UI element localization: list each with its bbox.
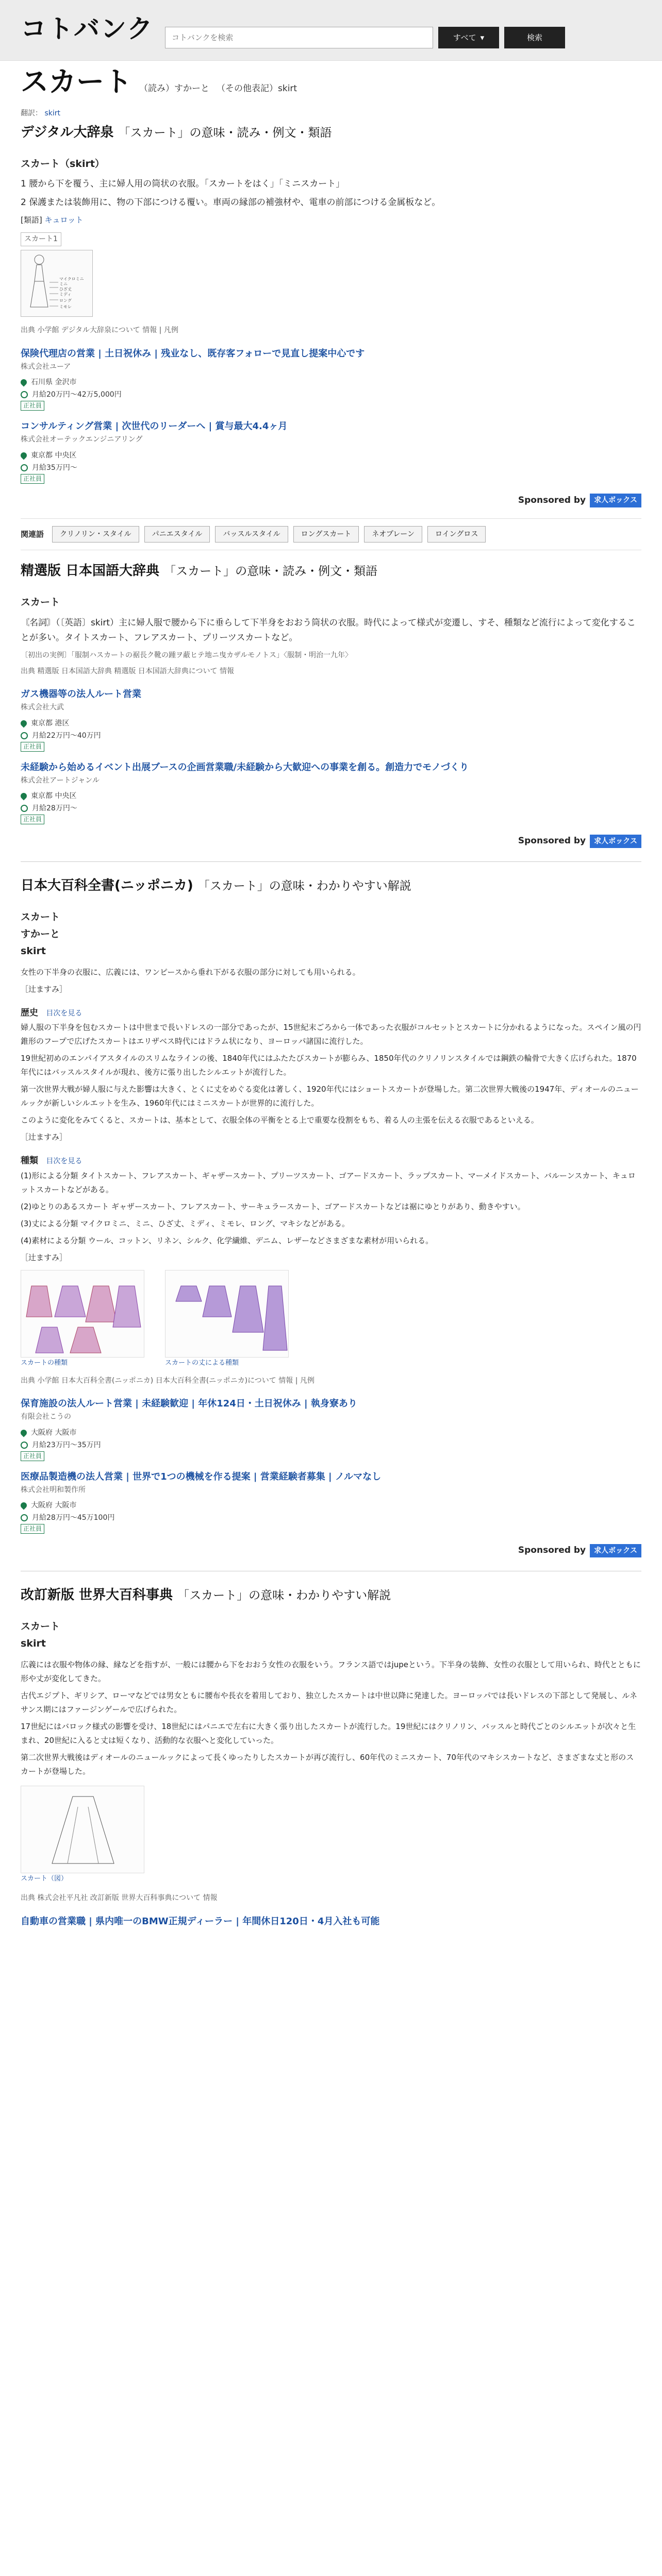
ad-company: 株式会社大武	[21, 703, 64, 711]
definition: 〘名詞〙（〔英語〕skirt）主に婦人服で腰から下に垂らして下半身をおおう筒状の衣服。時代によって様式が変遷し、すそ、種類など流行によって変化することが多い。タイトスカート、フレアスカート、プリーツスカートなど。	[21, 617, 636, 643]
location-icon	[20, 1428, 28, 1437]
author: ［辻ますみ］	[21, 1132, 68, 1142]
toc-link[interactable]: 目次を見る	[46, 1009, 82, 1018]
ad-location-text: 東京都 中央区	[31, 451, 77, 460]
sponsor-line[interactable]	[21, 493, 641, 509]
dict-name: 改訂新版 世界大百科事典	[21, 1587, 173, 1603]
img-tag: ひざ丈	[59, 287, 72, 292]
img-tag: ロング	[59, 298, 72, 303]
job-ad[interactable]	[21, 347, 641, 411]
ad-pay	[21, 462, 641, 474]
body-paragraph: 第二次世界大戦後はディオールのニュールックによって長くゆったりしたスカートが再び流行し、60年代のミニスカート、70年代のマキシスカートなど、さまざまな丈と形のスカートが登場した。	[21, 1752, 634, 1776]
category-select-label: すべて	[453, 32, 476, 42]
related-label: [類語]	[21, 215, 42, 225]
ad-title[interactable]: ガス機器等の法人ルート営業	[21, 689, 141, 700]
body-paragraph: 古代エジプト、ギリシア、ローマなどでは男女ともに腰布や長衣を着用しており、独立したスカートは中世以降に発達した。ヨーロッパでは長いドレスの下部として発展し、ルネサンス期にはファージンゲールで広げられた。	[21, 1690, 637, 1714]
sponsor-line[interactable]	[21, 1543, 641, 1558]
entry-heading: スカート（skirt）	[21, 158, 105, 170]
page-alt-reading: （その他表記）skirt	[217, 83, 297, 94]
img-tag: ミモレ	[59, 304, 72, 309]
skirt-lengths-icon	[166, 1270, 289, 1358]
types-paragraph: (1)形による分類 タイトスカート、フレアスカート、ギャザースカート、プリーツスカート、ゴアードスカート、ラップスカート、マーメイドスカート、バルーンスカート、キュロットスカートなどがある。	[21, 1171, 636, 1194]
related-tag[interactable]: クリノリン・スタイル	[52, 526, 139, 543]
ad-company: 有限会社こうの	[21, 1413, 71, 1421]
translate-link[interactable]: skirt	[44, 109, 60, 117]
search-area	[165, 27, 565, 48]
ad-employment	[21, 401, 641, 411]
related-line	[21, 213, 641, 227]
heibon-section	[21, 1571, 641, 1928]
sponsor-brand: 求人ボックス	[590, 835, 641, 849]
body-paragraph: 広義には衣服や物体の縁、縁などを指すが、一般には腰から下をおおう女性の衣服をいう。フランス語ではjupeという。下半身の装飾、女性の衣服として用いられ、時代とともに形や丈が変化してきた。	[21, 1659, 641, 1683]
employment-badge: 正社員	[21, 742, 44, 752]
ad-pay-text: 月給35万円〜	[32, 463, 77, 472]
ad-company: 株式会社オーテックエンジニアリング	[21, 435, 143, 444]
yen-icon	[21, 805, 28, 812]
employment-badge: 正社員	[21, 1451, 44, 1461]
related-tag[interactable]: ロイングロス	[427, 526, 486, 543]
location-icon	[20, 792, 28, 801]
job-ad[interactable]	[21, 1470, 641, 1534]
figure-caption[interactable]: スカート（図）	[21, 1874, 68, 1883]
img-tag: ミニ	[59, 282, 68, 286]
ad-title[interactable]: 未経験から始めるイベント出展ブースの企画営業職/未経験から大歓迎への事業を創る。創造力でモノづくり	[21, 761, 469, 773]
dict-heading-digital	[21, 122, 641, 143]
ad-pay-text: 月給22万円〜40万円	[32, 731, 101, 740]
ad-pay-text: 月給28万円〜	[32, 804, 77, 812]
nipponica-section	[21, 861, 641, 1558]
related-tag[interactable]: ネオプレーン	[364, 526, 422, 543]
ad-title[interactable]: 医療品製造機の法人営業 | 世界で1つの機械を作る提案 | 営業経験者募集 | ノルマなし	[21, 1471, 382, 1482]
ad-pay	[21, 1439, 641, 1451]
definition-1: 1 腰から下を覆う、主に婦人用の筒状の衣服。「スカートをはく」「ミニスカート」	[21, 178, 345, 189]
skirt-figure-icon	[21, 250, 93, 317]
top-bar	[0, 0, 662, 61]
ad-location	[21, 790, 641, 802]
definition-2: 2 保護または装飾用に、物の下部につける覆い。車両の縁部の補強材や、電車の前部につける金属板など。	[21, 197, 441, 208]
body-paragraph: 17世紀にはバロック様式の影響を受け、18世紀にはパニエで左右に大きく張り出したスカートが流行した。19世紀にはクリノリン、バッスルと時代ごとのシルエットが次々と生まれ、20世紀に入ると丈は短くなり、活動的な衣服へと変化していった。	[21, 1721, 636, 1745]
location-icon	[20, 719, 28, 727]
img-tag: ミディ	[59, 292, 72, 297]
image-label: スカート1	[21, 232, 61, 246]
job-ad[interactable]	[21, 688, 641, 752]
entry-heading: スカート	[21, 1621, 60, 1632]
types-label: 種類	[21, 1156, 38, 1166]
ad-company: 株式会社アートジャンル	[21, 776, 100, 785]
sponsor-label: Sponsored by	[518, 836, 586, 846]
dict-subtitle: 「スカート」の意味・読み・例文・類語	[118, 126, 332, 140]
types-paragraph: (4)素材による分類 ウール、コットン、リネン、シルク、化学繊維、デニム、レザーなどさまざまな素材が用いられる。	[21, 1236, 434, 1245]
figure[interactable]	[21, 1270, 144, 1369]
source-line: 出典 小学館 デジタル大辞泉について 情報 | 凡例	[21, 326, 178, 334]
employment-badge: 正社員	[21, 1524, 44, 1534]
ad-employment	[21, 474, 641, 484]
sponsor-brand: 求人ボックス	[590, 1544, 641, 1558]
dict-heading-nikkoku	[21, 561, 641, 582]
entry-heading-en: skirt	[21, 1638, 46, 1650]
skirt-types-figure	[21, 1270, 144, 1358]
ad-company: 株式会社明和製作所	[21, 1485, 86, 1494]
types-heading	[21, 1154, 641, 1169]
category-select[interactable]	[438, 27, 499, 48]
figure[interactable]	[21, 1786, 641, 1885]
ad-location	[21, 376, 641, 388]
ad-location	[21, 1427, 641, 1439]
history-heading	[21, 1006, 641, 1021]
ad-pay-text: 月給20万円〜42万5,000円	[32, 391, 122, 399]
ad-employment	[21, 1451, 641, 1461]
ad-location-text: 大阪府 大阪市	[31, 1501, 77, 1510]
example: 〔初出の実例〕「服制ハスカートの裾長ク靴の踵ヲ蔽ヒテ地ニ曳カザルモノトス」〈服制・明治一九年〉	[21, 651, 353, 659]
ad-list-2	[21, 688, 641, 824]
history-paragraph: 19世紀初めのエンパイアスタイルのスリムなラインの後、1840年代にはふたたびスカートが膨らみ、1850年代のクリノリンスタイルでは鋼鉄の輪骨で大きく広げられた。1870年代にはバッスルスタイルが現れ、後方に張り出したシルエットが流行した。	[21, 1054, 637, 1077]
history-paragraph: 第一次世界大戦が婦人服に与えた影響は大きく、とくに丈をめぐる変化は著しく、1920年代にはショートスカートが登場した。第二次世界大戦後の1947年、ディオールのニュールックが新しいシルエットを生み、1960年代にはミニスカートが世界的に流行した。	[21, 1084, 639, 1108]
translate-line	[21, 107, 641, 120]
ad-location	[21, 717, 641, 730]
job-ad[interactable]	[21, 420, 641, 484]
ad-pay-text: 月給28万円〜45万100円	[32, 1514, 115, 1522]
chevron-down-icon: ▾	[480, 32, 485, 42]
employment-badge: 正社員	[21, 474, 44, 484]
types-paragraph: (2)ゆとりのあるスカート ギャザースカート、フレアスカート、サーキュラースカート、ゴアードスカートなどは裾にゆとりがあり、動きやすい。	[21, 1202, 525, 1211]
ad-pay	[21, 1512, 641, 1524]
sponsor-line[interactable]	[21, 834, 641, 849]
dict-subtitle: 「スカート」の意味・読み・例文・類語	[164, 565, 378, 579]
ad-location-text: 東京都 港区	[31, 719, 70, 727]
ad-pay-text: 月給23万円〜35万円	[32, 1440, 101, 1449]
ad-list-3	[21, 1397, 641, 1534]
ad-employment	[21, 1524, 641, 1534]
author: ［辻ますみ］	[21, 984, 68, 994]
location-icon	[20, 1501, 28, 1510]
job-ad[interactable]	[21, 1915, 641, 1928]
page-title: スカート	[21, 65, 132, 98]
employment-badge: 正社員	[21, 401, 44, 411]
skirt-drawing-icon	[21, 1786, 145, 1874]
author: ［辻ますみ］	[21, 1253, 68, 1262]
skirt-types-icon	[21, 1270, 145, 1358]
dict-subtitle: 「スカート」の意味・わかりやすい解説	[197, 879, 411, 893]
dict-heading-heibon	[21, 1585, 641, 1606]
entry-heading-en: skirt	[21, 945, 46, 957]
yen-icon	[21, 464, 28, 471]
figures	[21, 1270, 641, 1369]
ad-location	[21, 1499, 641, 1512]
source-line: 出典 株式会社平凡社 改訂新版 世界大百科事典について 情報	[21, 1894, 218, 1903]
ad-title[interactable]: 保険代理店の営業 | 土日祝休み | 残业なし、既存客フォローで見直し提案中心です	[21, 348, 365, 359]
img-tag: マイクロミニ	[59, 277, 84, 281]
ad-title[interactable]: 自動車の営業職 | 県内唯一のBMW正規ディーラー | 年間休日120日・4月入社も可能	[21, 1916, 380, 1927]
ad-employment	[21, 742, 641, 752]
ad-location-text: 東京都 中央区	[31, 792, 77, 800]
yen-icon	[21, 1514, 28, 1521]
related-tags	[21, 518, 641, 550]
figure[interactable]	[165, 1270, 289, 1369]
search-input[interactable]	[165, 27, 433, 48]
yen-icon	[21, 391, 28, 398]
yen-icon	[21, 1442, 28, 1449]
related-tag[interactable]: ロングスカート	[293, 526, 359, 543]
sponsor-label: Sponsored by	[518, 1545, 586, 1556]
translate-label: 翻訳：	[21, 109, 42, 117]
source-line: 出典 精選版 日本国語大辞典 精選版 日本国語大辞典について 情報	[21, 667, 234, 675]
sponsor-brand: 求人ボックス	[590, 494, 641, 507]
ad-employment	[21, 815, 641, 824]
dict-name: 日本大百科全書(ニッポニカ)	[21, 877, 193, 893]
history-label: 歴史	[21, 1007, 38, 1018]
employment-badge: 正社員	[21, 815, 44, 824]
yen-icon	[21, 732, 28, 739]
toc-link[interactable]: 目次を見る	[46, 1157, 82, 1166]
ad-location	[21, 449, 641, 462]
ad-list-1	[21, 347, 641, 484]
location-icon	[20, 378, 28, 387]
job-ad[interactable]	[21, 1397, 641, 1461]
related-tag[interactable]: バッスルスタイル	[215, 526, 288, 543]
ad-company: 株式会社ユーア	[21, 362, 71, 371]
title-bar	[0, 61, 662, 107]
ad-title[interactable]: 保育施設の法人ルート営業 | 未経験歓迎 | 年休124日・土日祝休み | 執身寮あり	[21, 1398, 357, 1410]
job-ad[interactable]	[21, 761, 641, 825]
related-link[interactable]: キュロット	[44, 215, 84, 225]
ad-pay	[21, 388, 641, 401]
source-line: 出典 小学館 日本大百科全書(ニッポニカ) 日本大百科全書(ニッポニカ)について 情報 | 凡例	[21, 1376, 315, 1385]
related-tag[interactable]: パニエスタイル	[144, 526, 210, 543]
ad-pay	[21, 730, 641, 742]
ad-location-text: 石川県 金沢市	[31, 378, 77, 386]
skirt-lengths-figure	[165, 1270, 289, 1358]
related-tags-label: 関連語	[21, 530, 44, 539]
lead: 女性の下半身の衣服に、広義には、ワンピースから垂れ下がる衣服の部分に対しても用いられる。	[21, 967, 360, 977]
entry-heading: スカート	[21, 911, 60, 923]
ad-title[interactable]: コンサルティング営業 | 次世代のリーダーへ | 賞与最大4.4ヶ月	[21, 421, 288, 432]
ad-pay	[21, 802, 641, 815]
types-paragraph: (3)丈による分類 マイクロミニ、ミニ、ひざ丈、ミディ、ミモレ、ロング、マキシなどがある。	[21, 1219, 350, 1228]
dict-subtitle: 「スカート」の意味・わかりやすい解説	[177, 1589, 391, 1602]
dict-heading-nipponica	[21, 875, 641, 896]
skirt-length-illustration[interactable]	[21, 250, 93, 317]
site-logo[interactable]: コトバンク	[21, 13, 154, 44]
sponsor-label: Sponsored by	[518, 495, 586, 505]
location-icon	[20, 451, 28, 460]
ad-location-text: 大阪府 大阪市	[31, 1428, 77, 1437]
main-content	[0, 107, 662, 1928]
history-paragraph: 婦人服の下半身を包むスカートは中世まで長いドレスの一部分であったが、15世紀末ごろから一体であった衣服がコルセットとスカートに分かれるようになった。スペイン風の円錐形のフープで広げたスカートはエリザベス時代にはドラム状になり、ヨーロッパ諸国に流行した。	[21, 1023, 641, 1046]
page-reading: （読み）すかーと	[139, 83, 209, 94]
entry-heading-kana: すかーと	[21, 928, 60, 940]
entry-heading: スカート	[21, 597, 60, 608]
search-button[interactable]: 検索	[504, 27, 565, 48]
dict-name: デジタル大辞泉	[21, 124, 114, 140]
dict-name: 精選版 日本国語大辞典	[21, 563, 160, 579]
history-paragraph: このように変化をみてくると、スカートは、基本として、衣服全体の平衡をとる上で重要な役割をもち、着る人の主張を伝える衣服であるといえる。	[21, 1115, 539, 1125]
figure-caption[interactable]: スカートの種類	[21, 1359, 68, 1367]
skirt-figure	[21, 1786, 144, 1873]
figure-caption[interactable]: スカートの丈による種類	[165, 1359, 239, 1367]
